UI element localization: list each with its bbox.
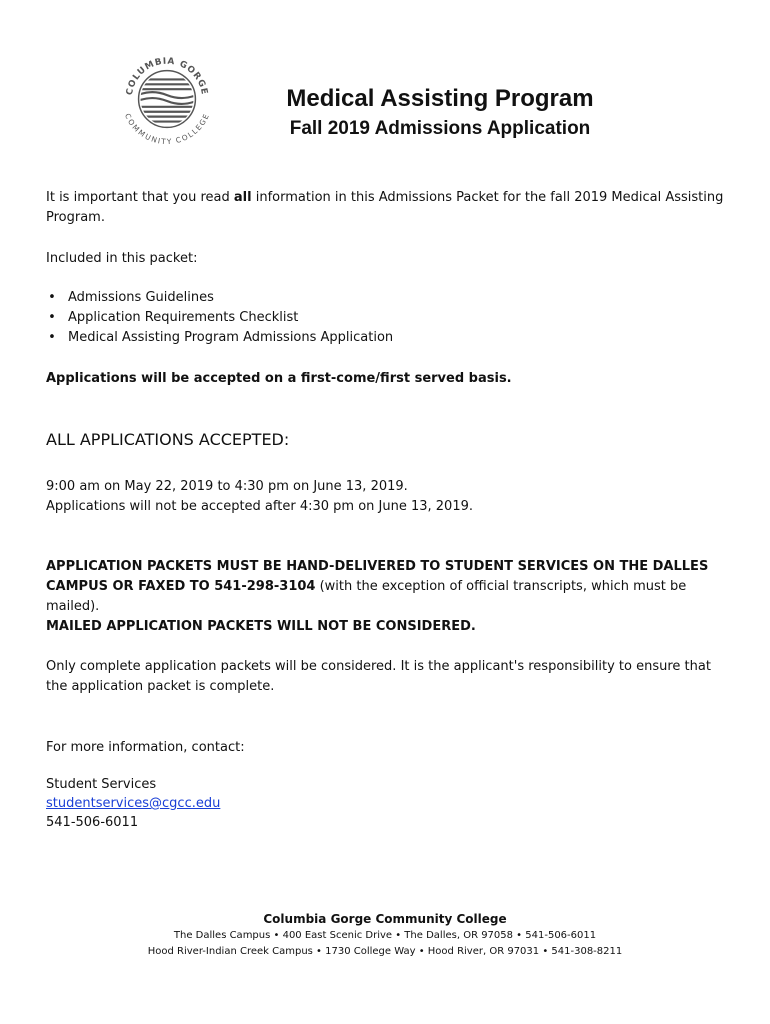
list-item-text: Medical Assisting Program Admissions Application	[68, 330, 394, 345]
intro-text-1: It is important that you read	[46, 190, 234, 205]
delivery-paragraph	[46, 557, 726, 617]
list-item	[46, 328, 726, 348]
college-seal-icon	[118, 50, 216, 148]
intro-bold: all	[233, 190, 252, 205]
page-footer	[0, 910, 770, 960]
bullet-icon: •	[48, 290, 56, 305]
intro-paragraph	[46, 188, 726, 228]
footer-campus-1: The Dalles Campus • 400 East Scenic Drive • The Dalles, OR 97058 • 541-506-6011	[173, 930, 597, 941]
intro-text-2: information in this Admissions Packet for the fall 2019 Medical Assisting Program.	[46, 190, 724, 225]
contact-email-link[interactable]: studentservices@cgcc.edu	[46, 796, 221, 811]
logo-bottom-text: COMMUNITY COLLEGE	[122, 112, 212, 147]
contact-label: For more information, contact:	[46, 740, 245, 755]
included-label: Included in this packet:	[46, 251, 198, 266]
footer-campus-2: Hood River-Indian Creek Campus • 1730 College Way • Hood River, OR 97031 • 541-308-8211	[147, 946, 623, 957]
contact-email-line	[46, 794, 726, 814]
contact-name: Student Services	[46, 777, 157, 792]
list-item	[46, 288, 726, 308]
accepted-line-1: 9:00 am on May 22, 2019 to 4:30 pm on June 13, 2019.	[46, 479, 408, 494]
delivery-rest: (with the exception of official transcripts, which must be mailed).	[46, 579, 687, 614]
page-subtitle: Fall 2019 Admissions Application	[289, 118, 591, 139]
title-block	[270, 85, 610, 141]
delivery-bold: APPLICATION PACKETS MUST BE HAND-DELIVERED TO STUDENT SERVICES ON THE DALLES CAMPUS OR FAXED TO 541-298-3104	[46, 559, 709, 594]
list-item-text: Admissions Guidelines	[68, 290, 214, 305]
college-logo	[118, 50, 216, 148]
footer-college-name: Columbia Gorge Community College	[263, 912, 507, 926]
packet-list	[46, 288, 726, 348]
contact-phone: 541-506-6011	[46, 815, 139, 830]
bullet-icon: •	[48, 310, 56, 325]
mailed-note: MAILED APPLICATION PACKETS WILL NOT BE CONSIDERED.	[46, 619, 476, 634]
basis-note: Applications will be accepted on a first-come/first served basis.	[46, 371, 512, 386]
list-item	[46, 308, 726, 328]
list-item-text: Application Requirements Checklist	[68, 310, 299, 325]
page-title: Medical Assisting Program	[286, 85, 594, 112]
logo-top-text: COLUMBIA GORGE	[124, 56, 210, 97]
accepted-line-2: Applications will not be accepted after 4:30 pm on June 13, 2019.	[46, 499, 473, 514]
complete-note: Only complete application packets will be considered. It is the applicant's responsibility to ensure that the application packet is complete.	[46, 659, 711, 694]
accepted-heading: ALL APPLICATIONS ACCEPTED:	[46, 430, 290, 449]
bullet-icon: •	[48, 330, 56, 345]
